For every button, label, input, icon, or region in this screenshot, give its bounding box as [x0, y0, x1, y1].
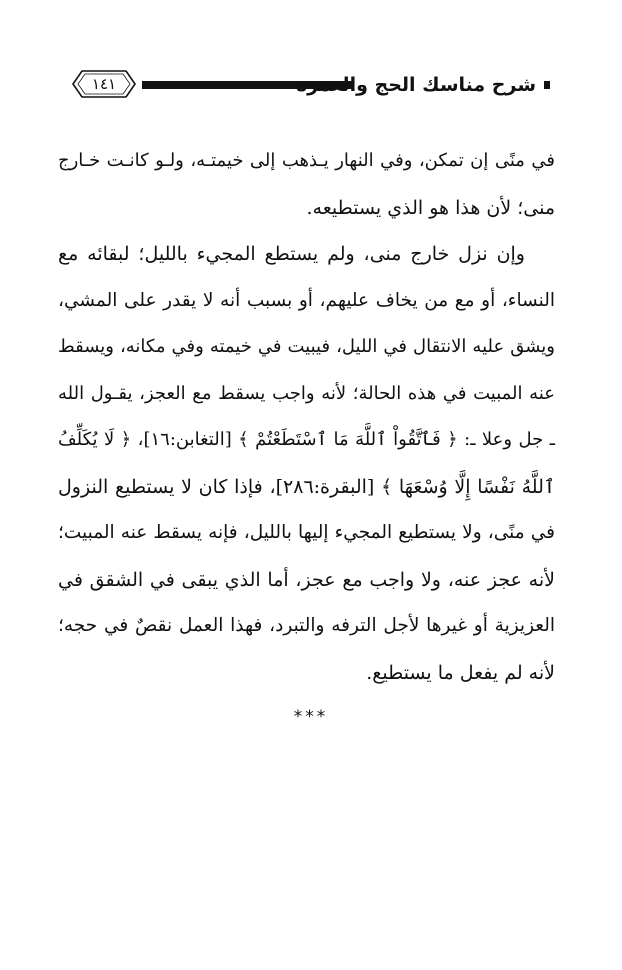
text-line: لأنه لم يفعل ما يستطيع. [366, 661, 555, 684]
header-bullet [544, 81, 550, 89]
text-line: في منًى إن تمكن، وفي النهار يـذهب إلى خيمتـه، ولـو كانـت خـارج [58, 150, 555, 171]
page-header [72, 68, 550, 104]
section-separator: *** [293, 707, 329, 727]
text-line: منى؛ لأن هذا هو الذي يستطيعه. [306, 196, 555, 219]
text-line: عنه المبيت في هذه الحالة؛ لأنه واجب يسقط مع العجز، يقـول الله [58, 382, 555, 404]
text-line: النساء، أو مع من يخاف عليهم، أو بسبب أنه لا يقدر على المشي، [58, 289, 555, 311]
text-line: وإن نزل خارج منى، ولم يستطع المجيء بالليل؛ لبقائه مع [58, 243, 525, 265]
text-line: العزيزية أو غيرها لأجل الترفه والتبرد، فهذا العمل نقصٌ في حجه؛ [58, 615, 555, 636]
text-line: ويشق عليه الانتقال في الليل، فيبيت في خيمته وفي مكانه، ويسقط [58, 336, 555, 357]
paragraph-1 [58, 138, 555, 231]
quran-verse-line: ـ جل وعلا ـ: ﴿ فَٱتَّقُواْ ٱللَّهَ مَا ٱسْتَطَعْتُمْ ﴾ [التغابن:١٦]، ﴿ لَا يُكَلِّفُ [58, 429, 555, 450]
text-line: لأنه عجز عنه، ولا واجب مع عجز، أما الذي يبقى في الشقق في [58, 568, 555, 591]
text-line: في منًى، ولا يستطيع المجيء إليها بالليل، فإنه يسقط عنه المبيت؛ [58, 522, 555, 543]
page-number: ١٤١ [91, 75, 117, 93]
page-number-frame [72, 70, 136, 98]
body-text [58, 138, 555, 696]
paragraph-2 [58, 231, 555, 696]
quran-verse-line: ٱللَّهُ نَفْسًا إِلَّا وُسْعَهَا ﴾ [البقرة:٢٨٦]، فإذا كان لا يستطيع النزول [58, 475, 555, 498]
running-head-title: شرح مناسك الحج والعمرة [295, 74, 536, 96]
